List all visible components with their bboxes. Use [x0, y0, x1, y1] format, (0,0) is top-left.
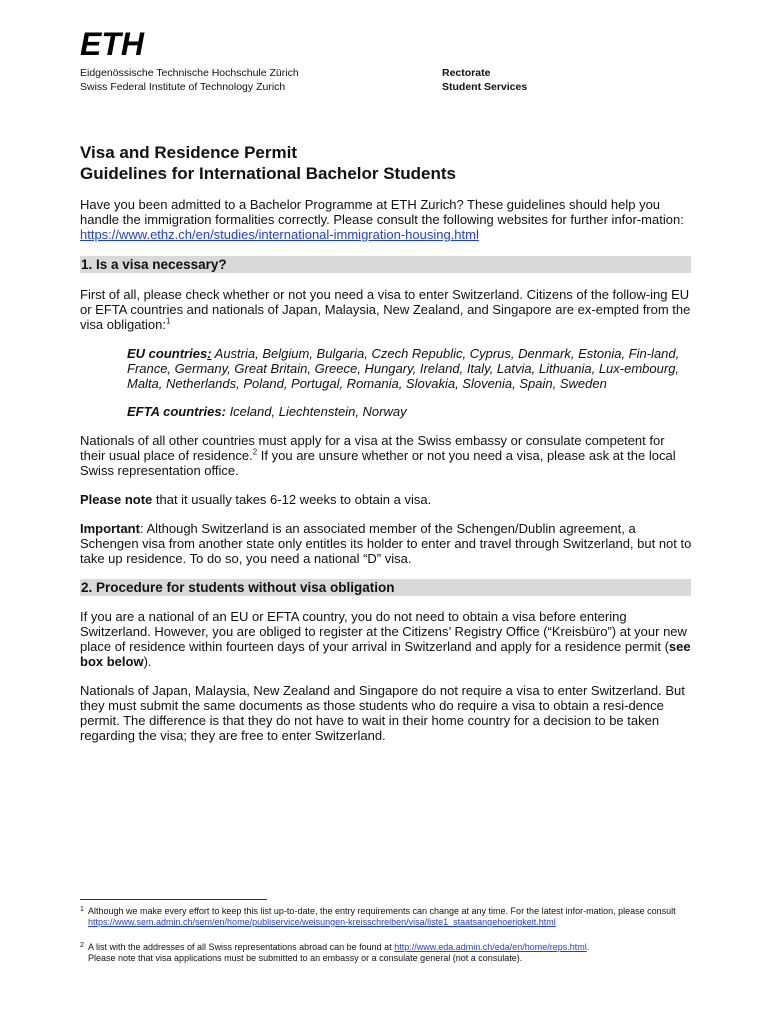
institution-line-1: Eidgenössische Technische Hochschule Zürich [80, 67, 299, 79]
visa-exemption-text: First of all, please check whether or not you need a visa to enter Switzerland. Citizens of the follow-ing EU or EFTA countries and nationals of Japan, Malaysia, New Zealand, and Singapore are ex-empted from the visa obligation: [80, 287, 691, 332]
footnote-ref-2[interactable]: 2 [252, 447, 258, 457]
footnote-2 [80, 942, 692, 964]
footnote-1 [80, 906, 692, 928]
section-2-paragraph-2 [80, 683, 692, 743]
please-note-label: Please note [80, 492, 153, 507]
sem-visa-list-link[interactable]: https://www.sem.admin.ch/sem/en/home/publiservice/weisungen-kreisschreiben/visa/liste1_staatsangehoerigkeit.html [88, 917, 556, 927]
department-name [442, 66, 527, 94]
department-line-1: Rectorate [442, 67, 491, 79]
please-note-text: that it usually takes 6-12 weeks to obtain a visa. [152, 492, 432, 507]
eda-reps-link[interactable]: http://www.eda.admin.ch/eda/en/home/reps.html [394, 942, 587, 952]
important-label: Important [80, 521, 140, 536]
footnote-2-note: Please note that visa applications must be submitted to an embassy or a consulate general (not a consulate). [88, 953, 523, 963]
section-1-paragraph-2 [80, 433, 692, 478]
section-1-paragraph-1 [80, 287, 692, 332]
page-title [80, 142, 456, 184]
footnote-2-text: A list with the addresses of all Swiss representations abroad can be found at [88, 942, 395, 952]
eu-efta-procedure-text: If you are a national of an EU or EFTA country, you do not need to obtain a visa before entering Switzerland. However, you are obliged to register at the Citizens’ Registry Office (“Kreisbüro”) at your new place of residence within fourteen days of your arrival in Switzerland and apply for a residence permit ( [80, 609, 687, 654]
visa-requirement-text: Nationals of all other countries must apply for a visa at the Swiss embassy or consulate competent for their usual place of residence. [80, 433, 665, 463]
eu-countries-list [127, 346, 692, 391]
department-line-2: Student Services [442, 81, 528, 93]
section-2-heading [80, 579, 691, 596]
footnote-ref-1[interactable]: 1 [166, 316, 171, 326]
title-line-1: Visa and Residence Permit [80, 143, 298, 162]
intro-text: Have you been admitted to a Bachelor Programme at ETH Zurich? These guidelines should help you handle the immigration formalities correctly. Please consult the following websites for further infor-mation: [80, 197, 684, 227]
footnote-1-number: 1 [80, 906, 84, 913]
see-box-below: see box below [80, 639, 691, 669]
efta-countries-names: Iceland, Liechtenstein, Norway [225, 404, 407, 419]
eu-countries-names: Austria, Belgium, Bulgaria, Czech Republic, Cyprus, Denmark, Estonia, Fin-land, France, Germany, Great Britain, Greece, Hungary, Ireland, Italy, Latvia, Lithuania, Lux-embourg, Malta, Netherlands, Poland, Portugal, Romania, Slovakia, Slovenia, Spain, Sweden [127, 346, 680, 391]
title-line-2: Guidelines for International Bachelor Students [80, 164, 456, 183]
important-text: : Although Switzerland is an associated member of the Schengen/Dublin agreement, a Schengen visa from another state only entitles its holder to enter and travel through Switzerland, but not to take up residence. To do so, you need a national “D” visa. [80, 521, 692, 566]
section-1-paragraph-3 [80, 492, 692, 507]
eu-countries-colon: : [207, 346, 212, 361]
section-1-heading-text: 1. Is a visa necessary? [81, 257, 227, 272]
eu-countries-label: EU countries [127, 346, 208, 361]
section-2-paragraph-1 [80, 609, 692, 669]
efta-countries-list [127, 404, 692, 419]
efta-countries-label: EFTA countries: [127, 404, 226, 419]
footnote-2-number: 2 [80, 942, 84, 949]
footnote-divider [80, 899, 267, 900]
intro-paragraph [80, 197, 692, 242]
eu-efta-procedure-end: ). [143, 654, 152, 669]
eth-logo [80, 28, 152, 65]
institution-name [80, 66, 299, 94]
institution-line-2: Swiss Federal Institute of Technology Zurich [80, 81, 286, 93]
footnote-1-text: Although we make every effort to keep this list up-to-date, the entry requirements can change at any time. For the latest infor-mation, please consult [88, 906, 676, 916]
section-1-heading [80, 256, 691, 273]
footnote-2-period: . [586, 942, 590, 952]
eth-logo-mark [80, 28, 152, 60]
section-2-heading-text: 2. Procedure for students without visa obligation [81, 580, 395, 595]
visa-requirement-text-cont: If you are unsure whether or not you need a visa, please ask at the local Swiss representation office. [80, 448, 676, 478]
svg-text:ETH: ETH [80, 28, 144, 60]
section-1-paragraph-4 [80, 521, 692, 566]
ethz-immigration-link[interactable]: https://www.ethz.ch/en/studies/international-immigration-housing.html [80, 227, 479, 242]
japan-malaysia-procedure-text: Nationals of Japan, Malaysia, New Zealand and Singapore do not require a visa to enter Switzerland. But they must submit the same documents as those students who do require a visa to obtain a resi-dence permit. The difference is that they do not have to wait in their home country for a decision to be taken regarding the visa; they are free to enter Switzerland. [80, 683, 685, 743]
